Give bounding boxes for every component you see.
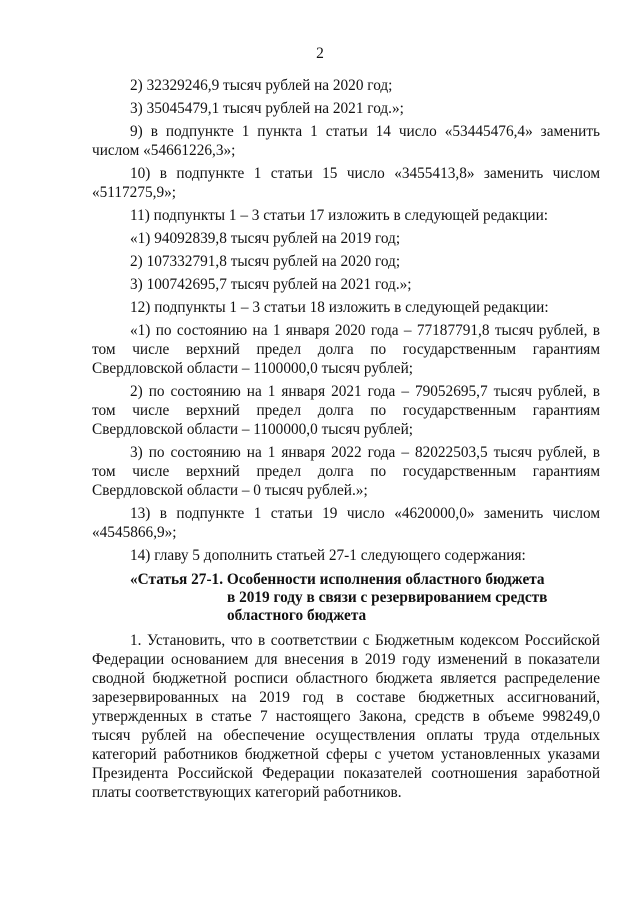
paragraph-2: 3) 35045479,1 тысяч рублей на 2021 год.»;: [130, 100, 404, 117]
paragraph-1: 2) 32329246,9 тысяч рублей на 2020 год;: [130, 77, 393, 94]
paragraph-3: 9) в подпункте 1 пункта 1 статьи 14 число «53445476,4» заменить числом «54661226,3»;: [92, 123, 600, 159]
article-paragraph-1: 1. Установить, что в соответствии с Бюджетным кодексом Российской Федерации основанием для внесения в 2019 году изменений в показатели сводной бюджетной росписи областного бюджета является распределение зарезервированных на 2019 год в составе бюджетных ассигнований, утвержденных в статье 7 настоящего Закона, средств в объеме 998249,0 тысяч рублей на обеспечение осуществления оплаты труда отдельных категорий работников бюджетной сферы с учетом установленных указами Президента Российской Федерации показателей соотношения заработной платы соответствующих категорий работников.: [92, 632, 600, 801]
paragraph-11: 2) по состоянию на 1 января 2021 года – 79052695,7 тысяч рублей, в том числе верхний предел долга по государственным гарантиям Свердловской области – 1100000,0 тысяч рублей;: [92, 383, 600, 438]
paragraph-13: 13) в подпункте 1 статьи 19 число «4620000,0» заменить числом «4545866,9»;: [92, 505, 600, 541]
paragraph-8: 3) 100742695,7 тысяч рублей на 2021 год.»;: [130, 276, 412, 293]
paragraph-5: 11) подпункты 1 – 3 статьи 17 изложить в следующей редакции:: [130, 207, 549, 224]
paragraph-10: «1) по состоянию на 1 января 2020 года – 77187791,8 тысяч рублей, в том числе верхний предел долга по государственным гарантиям Свердловской области – 1100000,0 тысяч рублей;: [92, 322, 600, 377]
page-number: 2: [316, 45, 324, 62]
article-heading-line-2: в 2019 году в связи с резервированием средств: [227, 589, 548, 606]
article-heading: [92, 571, 600, 625]
paragraph-12: 3) по состоянию на 1 января 2022 года – 82022503,5 тысяч рублей, в том числе верхний предел долга по государственным гарантиям Свердловской области – 0 тысяч рублей.»;: [92, 444, 600, 499]
paragraph-9: 12) подпункты 1 – 3 статьи 18 изложить в следующей редакции:: [130, 299, 549, 316]
document-body: [92, 76, 600, 806]
paragraph-14: 14) главу 5 дополнить статьей 27-1 следующего содержания:: [130, 547, 526, 564]
paragraph-6: «1) 94092839,8 тысяч рублей на 2019 год;: [130, 230, 401, 247]
paragraph-7: 2) 107332791,8 тысяч рублей на 2020 год;: [130, 253, 401, 270]
paragraph-4: 10) в подпункте 1 статьи 15 число «3455413,8» заменить числом «5117275,9»;: [92, 165, 600, 201]
article-heading-line-3: областного бюджета: [227, 607, 367, 624]
article-heading-line-1: «Статья 27-1. Особенности исполнения областного бюджета: [130, 571, 545, 588]
